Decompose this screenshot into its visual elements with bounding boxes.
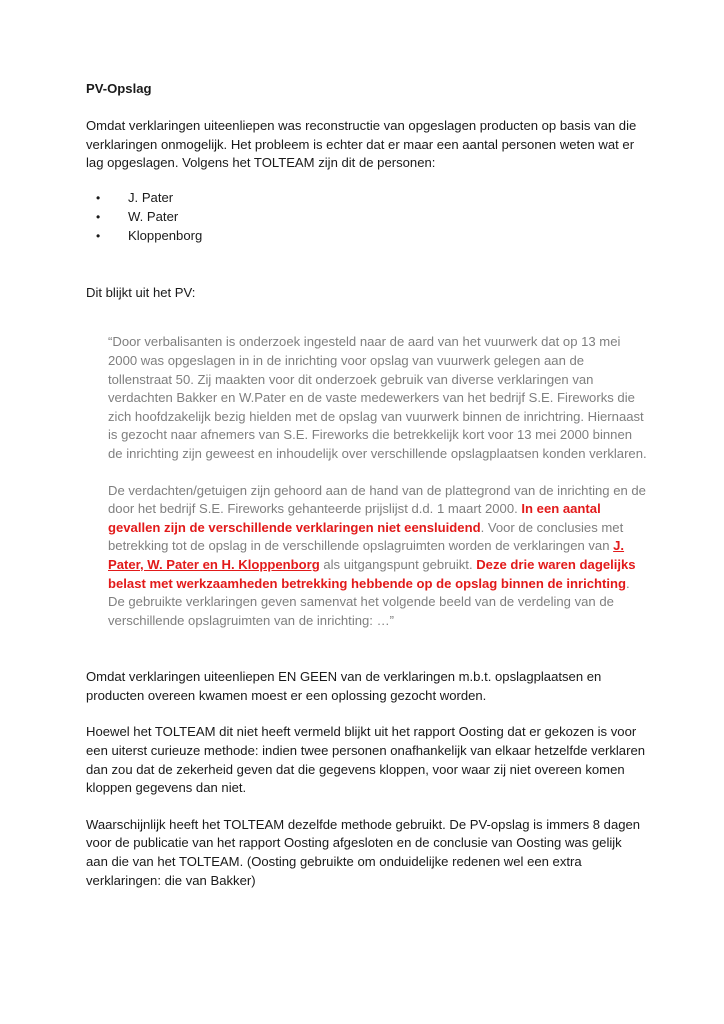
quote-paragraph-2 (108, 482, 648, 631)
methode-paragraph: Waarschijnlijk heeft het TOLTEAM dezelfde methode gebruikt. De PV-opslag is immers 8 dagen voor de publicatie van het rapport Oosting afgesloten en de conclusie van Oosting was gelijk aan die van het TOLTEAM. (Oosting gebruikte om onduidelijke redenen wel een extra verklaringen: die van Bakker) (86, 816, 641, 888)
bullet-icon: • (96, 209, 101, 224)
pv-intro-line: Dit blijkt uit het PV: (86, 284, 196, 300)
person-name: W. Pater (128, 208, 179, 224)
highlight-witness-names: J. Pater, W. Pater en H. Kloppenborg (108, 538, 625, 572)
oosting-paragraph: Hoewel het TOLTEAM dit niet heeft vermeld blijkt uit het rapport Oosting dat er gekozen is voor een uiterst curieuze methode: indien twee personen onafhankelijk van elkaar hetzelfde verklaren dan zou dat de zekerheid geven dat die gegevens kloppen, voor waar zij niet overeen komen kloppen gegevens dan niet. (86, 724, 646, 796)
person-name: Kloppenborg (128, 227, 203, 243)
pv-quote-block (108, 333, 648, 630)
bullet-icon: • (96, 228, 101, 243)
en-geen-paragraph: Omdat verklaringen uiteenliepen EN GEEN van de verklaringen m.b.t. opslagplaatsen en producten overeen kwamen moest er een oplossing gezocht worden. (86, 669, 602, 703)
quote-paragraph-1: “Door verbalisanten is onderzoek ingesteld naar de aard van het vuurwerk dat op 13 mei 2000 was opgeslagen in in de inrichting voor opslag van vuurwerk gelegen aan de tollenstraat 50. Zij maakten voor dit onderzoek gebruik van diverse verklaringen van verdachten Bakker en W.Pater en de vaste medewerkers van het bedrijf S.E. Fireworks die zich hoofdzakelijk bezig hielden met de opslag van vuurwerk binnen de inrichtring. Hiernaast is gezocht naar afnemers van S.E. Fireworks die betrekkelijk kort voor 13 mei 2000 binnen de inrichting zijn geweest en inhoudelijk over verschillende opslagplaatsen konden verklaren. (108, 334, 647, 461)
quote-text: als uitgangspunt gebruikt. (319, 556, 477, 572)
quote-text: De verdachten/getuigen zijn gehoord aan de hand van de plattegrond van de inrichting en de door het bedrijf S.E. Fireworks gehanteerde prijslijst d.d. 1 maart 2000. (108, 482, 646, 517)
person-name: J. Pater (128, 189, 174, 205)
list-item (86, 227, 646, 246)
intro-paragraph: Omdat verklaringen uiteenliepen was reconstructie van opgeslagen producten op basis van die verklaringen onmogelijk. Het probleem is echter dat er maar een aantal personen weten wat er lag opgeslagen. Volgens het TOLTEAM zijn dit de personen: (86, 118, 637, 171)
quote-text: . De gebruikte verklaringen geven samenvat het volgende beeld van de verdeling van de verschillende opslagruimten van de inrichting: …” (108, 575, 630, 628)
list-item (86, 189, 646, 208)
highlight-not-consistent: In een aantal gevallen zijn de verschillende verklaringen niet eensluidend (108, 501, 601, 535)
highlight-daily-duties: Deze drie waren dagelijks belast met werkzaamheden betrekking hebbende op de opslag binnen de inrichting (108, 556, 636, 591)
section-heading: PV-Opslag (86, 81, 152, 96)
list-item (86, 208, 646, 227)
persons-list (86, 189, 646, 246)
document-page (86, 80, 646, 890)
bullet-icon: • (96, 190, 101, 205)
quote-text: . Voor de conclusies met betrekking tot de opslag in de verschillende opslagruimten worden de verklaringen van (108, 519, 624, 554)
